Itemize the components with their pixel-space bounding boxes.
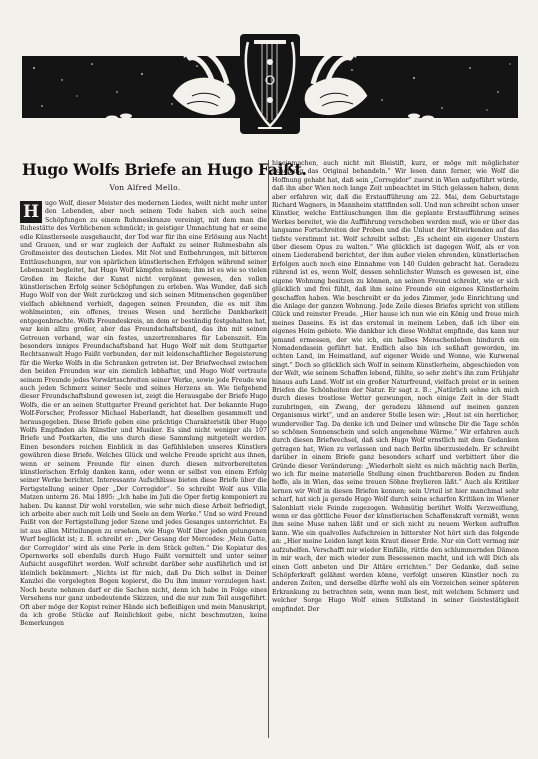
article-title: Hugo Wolfs Briefe an Hugo Faißt. [22, 160, 307, 179]
lyre-ornament-icon [240, 34, 300, 134]
header-ornament [22, 34, 518, 134]
article-heading [20, 160, 307, 192]
left-column-text: ugo Wolf, dieser Meister des modernen Liedes, weilt nicht mehr unter den Lebenden, aber noch seinem Tode haben sich auch seine Schöpfungen zu einem Ruhmeskranze vereinigt, mit dem man die Ruhestätte des Verblichenen schmückt; in geistiger Umnachtung hat er seine edle Künstlerseele ausgehaucht, der Tod war für ihn eine Erlösung aus Nacht und Grauen, und er war zugleich der Auftakt zu seiner Ruhmesbahn als Großmeister des deutschen Liedes. Mit Not und Entbehrungen, mit bitteren Enttäuschungen, nur von spärlichen künstlerischen Erfolgen während seiner Lebenszeit begleitet, hat Hugo Wolf kämpfen müssen; ihm ist es wie so vielen Großen im Reiche der Kunst nicht vergönnt gewesen, den vollen künstlerischen Erfolg seiner Schöpfungen zu erleben. Was Wunder, daß sich Hugo Wolf von der Welt zurückzog und sich seinen Mitmenschen gegenüber vielfach ablehnend verhielt, dagegen seinen Freunden, die es mit ihm wohlmeinten, ein offenes, treues Wesen und herzliche Dankbarkeit entgegenbrachte. Wolfs Freundeskreis, an dem er beständig festgehalten hat, war kein allzu großer, aber das Freundschaftsband, das ihn mit seinen Getreuen verband, war ein festes, unzertrennbares für Lebenszeit. Ein besonders inniges Freundschaftsband hat Hugo Wolf mit dem Stuttgarter Rechtsanwalt Hugo Faißt verbunden, der mit leidenschaftlicher Begeisterung für die Werke Wolfs in die Schranken getreten ist. Der Briefwechsel zwischen den beiden Freunden war ein ziemlich lebhafter, und Hugo Wolf vertraute seinem Freunde jedes Vorwärtsschreiten seiner Werke, sowie jede Freude wie auch jeden Schmerz seiner Seele und seines Herzens an. Wie tiefgehend dieser Freundschaftsbund gewesen ist, zeigt die Herausgabe der Briefe Hugo Wolfs, die er an seinen Stuttgarter Freund gerichtet hat. Der bekannte Hugo Wolf-Forscher, Professor Michael Haberlandt, hat dieselben gesammelt und herausgegeben. Diese Briefe geben eine prächtige Charakteristik über Hugo Wolfs Empfinden als Künstler und Musiker. Es sind nicht weniger als 107 Briefe und Postkarten, die uns durch diese Sammlung mitgeteilt werden. Einen besonders reichen Einblick in das Gefühlsleben unseres Künstlers gewähren diese Briefe. Welches Glück und welche Freude spricht aus ihnen, wenn er seinem Freunde für einen durch diesen mitvorbereiteten künstlerischen Erfolg danken kann, oder wenn er selbst von einem Erfolg seiner Werke berichtet. Interessante Aufschlüsse bieten diese Briefe über die Fertigstellung seiner Oper „Der Corregidor“. So schreibt Wolf aus Villa Matzen unterm 26. Mai 1895: „Ich habe im Juli die Oper fertig komponiert zu haben. Du kannst Dir wohl vorstellen, wie sehr mich diese Arbeit befriedigt, ich arbeite aber auch mit Leib und Seele an dem Werke.“ Und so wird Freund Faißt von der Fertigstellung jeder Szene und jedes Gesanges unterrichtet. Es ist aus allen Mitteilungen zu ersehen, wie Hugo Wolf über jeden gelungenen Wurf beglückt ist; z. B. schreibt er: „Der Gesang der Mercedes: ‚Mein Gatte, der Corregidor‘ wird als eine Perle in dem Stück gelten.“ Die Kopiatur des Opernwerks soll ebenfalls durch Hugo Faißt vermittelt und unter seiner Aufsicht ausgeführt werden. Wolf schreibt darüber sehr ausführlich und ist kleinlich bekümmert: „Nichts ist für mich, daß Du Dich selbst in Deiner Kanzlei die vorgelegten Bogen kopierst, die Du ihm immer vorzulegen hast. Noch heute nehmen darf er die Sachen nicht, denn ich habe in Folge eines Versehens nur ganz unbedeutende Skizzen, und die nur zum Teil ausgeführt. Oft aber möge der Kopist reiner Hände sich befleißigen und mein Manuskript, da ich große Stücke auf Reinlichkeit gebe, nicht beschmutzen, keine Bemerkungen [20, 200, 267, 628]
column-divider [268, 160, 269, 738]
text-column-left [20, 200, 267, 735]
text-column-right [272, 160, 519, 738]
article-byline: Von Alfred Mello. [109, 183, 181, 192]
right-column-text: hineinmachen, auch nicht mit Bleistift, kurz, er möge mit möglichster Schonung das Original behandeln.“ Wir lesen dann ferner, wie Wolf die Hoffnung gehabt hat, daß sein „Corregidor“ zuerst in Wien aufgeführt würde, daß ihn aber Wien noch lange Zeit unbeachtet im Stich gelassen haben, denn aber erfahren wir, daß die Erstaufführung am 22. Mai, dem Geburtstage Richard Wagners, in Mannheim stattfinden soll. Und nun schreibt schon unser Künstler, welche Enttäuschungen ihm die geplante Erstaufführung seines Werkes bereitet, wie die Aufführung verschoben werden muß, wie er über das langsame Fortschreiten der Proben und die Unlust der Mitwirkenden auf das tiefste verstimmt ist. Wolf schreibt selbst: „Es scheint ein eigener Unstern über diesem Opus zu walten.“ Wie glücklich ist dagegen Wolf, als er von einem Liederabend berichtet, der ihm außer vielen ehrenden, künstlerischen Erfolgen auch noch eine Einnahme von 140 Gulden gebracht hat. Geradezu rührend ist es, wenn Wolf, dessen sehnlichster Wunsch es gewesen ist, eine eigene Wohnung besitzen zu können, an seinen Freund schreibt, wie er sich glücklich und frei fühlt, daß ihm seine Freunde ein eigenes Künstlerheim geschaffen haben. Wie beschreibt er da jedes Zimmer, jede Einrichtung und die Anlage der ganzen Wohnung. Jede Zeile dieses Briefes spricht von stillem Glück und reinster Freude. „Hier hause ich nun wie ein König und freue mich meines Daseins. Es ist das erstemal in meinem Leben, daß ich über ein eigenes Heim gebiete. Wie dankbar ich diese Wohltat empfinde, das kann nur jemand ermessen, der wie ich, ein halbes Menschenleben hindurch ein Nomadendasein geführt hat. Endlich also bin ich seßhaft geworden, im echten Land, im Heimatland, auf eigener Weide und Wonne, wie Kurwenal singt.“ Doch so glücklich sich Wolf in seinem Künstlerheim, abgeschieden von der Welt, wie seinem Schaffen lebend, fühlte, so sehr zieht's ihn zum Frühjahr hinaus aufs Land. Wolf ist ein großer Naturfreund, vielfach preist er in seinen Briefen die Schönheiten der Natur. Er sagt z. B.: „Natürlich sehne ich mich durch dieses trostlose Wetter gezwungen, noch einige Zeit in der Stadt zuzubringen, ein Zwang, der geradezu lähmend auf meinen ganzen Organismus wirkt“, und an anderer Stelle lesen wir: „Heut ist ein herrlicher, wundervoller Tag. Da denke ich und Deiner und wünsche Dir die Tage schön so schönen Sonnenschein und solch angenehme Wärme.“ Wir erfahren auch durch diesen Briefwechsel, daß sich Hugo Wolf ernstlich mit dem Gedanken getragen hat, Wien zu verlassen und nach Berlin überzusiedeln. Er schreibt darüber in einem Briefe ganz besonders scharf und verbittert über die Gründe dieser Veränderung: „Wiederholt sieht es mich mächtig nach Berlin, wo ich für meine materielle Stellung einen fruchtbareren Boden zu finden hoffe, als in Wien, das seine treuen Söhne freylieren läßt.“ Auch als Kritiker lernen wir Wolf in diesen Briefen kennen; sein Urteil ist hier manchmal sehr scharf, hat sich ja gerade Hugo Wolf durch seine scharfen Kritiken im Wiener Salonblatt viele Feinde zugezogen. Wehmütig berührt Wolfs Verzweiflung, wenn er das göttliche Feuer der künstlerischen Schaffenskraft vermißt, wenn ihm seine Muse nahen läßt und er sich nicht zu neuem Werken aufraffen kann. Wie ein qualvolles Aufschreien in bitterster Not hört sich das folgende an: „Hier meine Leiden langt kein Kraut dieser Erde. Nur ein Gott vermag mir aufzuhelfen. Verschafft mir wieder Einfälle, rüttle den schlummernden Dämon in mir wach, der mich wieder zum Besessenen macht, und ich will Dich als einen Gott anbeten und Dir Altäre errichten.“ Der Gedanke, daß seine Schöpferkraft gelähmt werden könne, verfolgt unseren Künstler noch zu anderen Zeiten, und derselbe dürfte wohl als ein Vorzeichen seiner späteren Erkrankung zu betrachten sein, wenn man liest, mit welchem Schmerz und welcher Sorge Hugo Wolf einen Stillstand in seiner Geistestätigkeit empfindet. Der [272, 160, 519, 613]
drop-cap: H [20, 201, 42, 223]
